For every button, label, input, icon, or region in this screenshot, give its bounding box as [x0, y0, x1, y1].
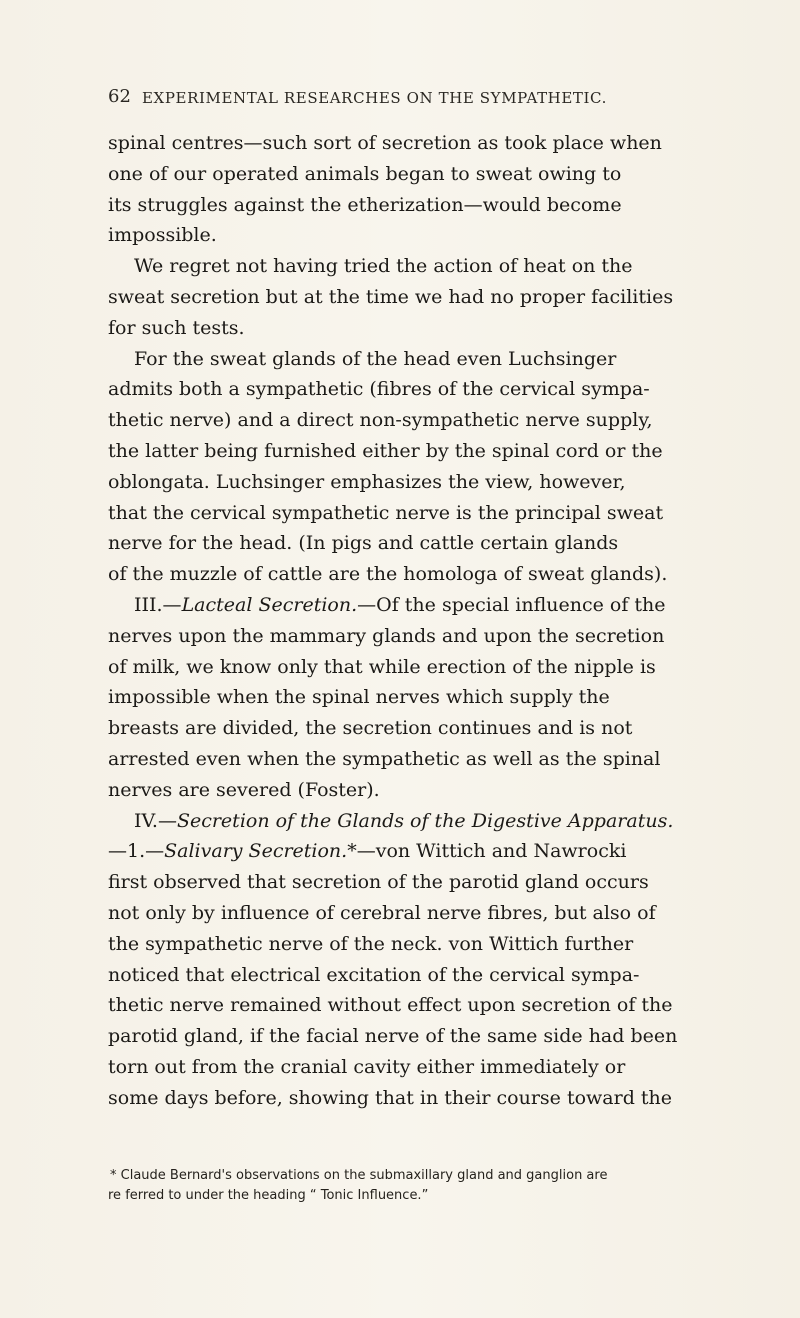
text-line: nerves upon the mammary glands and upon the secretion	[108, 624, 665, 647]
text-line: thetic nerve remained without effect upon secretion of the	[108, 994, 673, 1017]
page-header	[108, 86, 748, 114]
text-line: for such tests.	[108, 316, 245, 339]
subsection-text: —von Wittich and Nawrocki	[356, 840, 627, 863]
text-line: not only by influence of cerebral nerve fibres, but also of	[108, 901, 656, 924]
text-line: oblongata. Luchsinger emphasizes the view, however,	[108, 470, 626, 493]
text-line: admits both a sympathetic (fibres of the cervical sympa-	[108, 378, 650, 401]
text-line: nerve for the head. (In pigs and cattle certain glands	[108, 532, 619, 555]
footnote-line: * Claude Bernard's observations on the submaxillary gland and ganglion are	[110, 1168, 608, 1183]
footnote-line: re ferred to under the heading “ Tonic Influence.”	[108, 1188, 429, 1203]
section-title: Lacteal Secretion.	[181, 593, 358, 616]
text-line: thetic nerve) and a direct non-sympathetic nerve supply,	[108, 409, 653, 432]
text-line: of the muzzle of cattle are the homologa of sweat glands).	[108, 563, 668, 586]
running-head: EXPERIMENTAL RESEARCHES ON THE SYMPATHETIC.	[142, 89, 607, 107]
body-text	[108, 128, 748, 1114]
text-line: impossible.	[108, 224, 217, 247]
text-line: torn out from the cranial cavity either immediately or	[108, 1055, 626, 1078]
text-line: its struggles against the etherization—would become	[108, 193, 622, 216]
section-heading-digestive	[108, 806, 748, 837]
text-line: parotid gland, if the facial nerve of the same side had been	[108, 1025, 678, 1048]
section-numeral: III.—	[134, 593, 182, 616]
text-line: the sympathetic nerve of the neck. von Wittich further	[108, 932, 634, 955]
text-line: noticed that electrical excitation of the cervical sympa-	[108, 963, 640, 986]
section-heading-lacteal	[108, 590, 748, 621]
text-line: spinal centres—such sort of secretion as took place when	[108, 132, 662, 154]
text-line: nerves are severed (Foster).	[108, 778, 380, 801]
page-number: 62	[108, 86, 131, 107]
subsection-numeral: —1.—	[108, 840, 165, 863]
text-line: of milk, we know only that while erection of the nipple is	[108, 655, 656, 678]
section-numeral: IV.—	[134, 809, 177, 832]
section-title: Secretion of the Glands of the Digestive Apparatus.	[176, 809, 674, 832]
paragraph-start: For the sweat glands of the head even Luchsinger	[134, 347, 617, 370]
subsection-title: Salivary Secretion.*	[164, 840, 357, 863]
text-line: that the cervical sympathetic nerve is the principal sweat	[108, 501, 664, 524]
text-line: arrested even when the sympathetic as well as the spinal	[108, 747, 661, 770]
subsection-heading-salivary	[108, 836, 748, 867]
section-text: —Of the special influence of the	[357, 593, 666, 616]
text-line: sweat secretion but at the time we had no proper facilities	[108, 285, 674, 308]
footnote	[108, 1166, 758, 1206]
text-line: first observed that secretion of the parotid gland occurs	[108, 871, 649, 894]
text-line: some days before, showing that in their course toward the	[108, 1086, 673, 1109]
text-line: impossible when the spinal nerves which supply the	[108, 686, 610, 709]
text-line: one of our operated animals began to sweat owing to	[108, 162, 622, 185]
paragraph-start: We regret not having tried the action of heat on the	[134, 255, 633, 278]
text-line: breasts are divided, the secretion continues and is not	[108, 717, 633, 740]
text-line: the latter being furnished either by the spinal cord or the	[108, 439, 663, 462]
